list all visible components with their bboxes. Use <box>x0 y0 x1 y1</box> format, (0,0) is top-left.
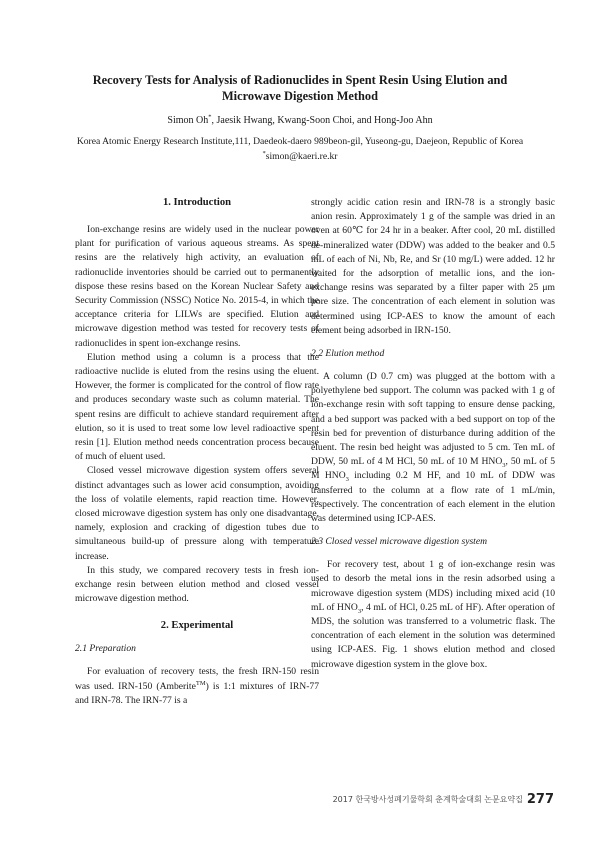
page-number: 277 <box>526 792 554 807</box>
author-list <box>40 114 560 127</box>
preparation-paragraph-continued: strongly acidic cation resin and IRN-78 is a strongly basic anion resin. Approximately 1 g of the sample was dried in an oven at 60℃ for 24 hr in a beaker. After cool, 20 mL distilled de-mineralized water (DDW) was added to the beaker and 0.5 mL of each of Ni, Nb, Re, and Sr (10 mg/L) were added. 12 hr waited for the adsorption of metallic ions, and the ion-exchange resins was separated by a filter paper with 25 μm pore size. The concentration of each element in solution was determined using ICP-AES to know the amount of each element being adsorbed in IRN-150. <box>311 197 555 336</box>
intro-paragraph-2: Elution method using a column is a process that the radioactive nuclide is eluted from the resins using the eluent. However, the former is complicated for the control of flow rate and produces secondary waste such as column material. The spent resins are difficult to achieve standard requirement after elution, so it is used to treat some low level radioactive spent resin [1]. Elution method needs concentration process because of much of eluent used. <box>75 351 319 463</box>
microwave-subscript: 3 <box>357 607 362 615</box>
corresponding-mark: * <box>208 113 212 121</box>
page-footer <box>333 792 554 807</box>
microwave-text-a: For recovery test, about 1 g of ion-exchange resin was used to desorb the metal ions in the resin adsorbed using a microwave digestion system (MDS) including mixed acid (10 mL of HNO <box>311 559 555 613</box>
co-authors: , Jaesik Hwang, Kwang-Soon Choi, and Hong-Joo Ahn <box>211 115 433 126</box>
paper-title <box>40 72 560 104</box>
intro-paragraph-4: In this study, we compared recovery tests in fresh ion-exchange resin between elution method and closed vessel microwave digestion method. <box>75 564 319 605</box>
trademark-mark: TM <box>195 679 206 687</box>
subsection-heading-preparation: 2.1 Preparation <box>75 643 136 655</box>
email-address: simon@kaeri.re.kr <box>265 151 338 162</box>
title-line-1: Recovery Tests for Analysis of Radionuclides in Spent Resin Using Elution and <box>92 73 508 87</box>
section-heading-experimental: 2. Experimental <box>160 620 234 632</box>
elution-subscript-1: 3 <box>502 462 506 470</box>
microwave-text-b: , 4 mL of HCl, 0.25 mL of HF). After operation of MDS, the solution was transferred to a volumetric flask. The concentration of each element in the solution was determined using ICP-AES. Fig. 1 shows elution method and closed microwave digestion system in the glove box. <box>311 601 555 670</box>
subsection-heading-microwave: 2.3 Closed vessel microwave digestion system <box>311 536 488 548</box>
preparation-text-b: ) is 1:1 mixtures of IRN-77 and IRN-78. The IRN-77 is a <box>75 680 319 706</box>
email-mark: * <box>262 149 266 157</box>
elution-subscript-2: 3 <box>345 476 349 484</box>
intro-paragraph-1: Ion-exchange resins are widely used in the nuclear power plant for purification of various aqueous streams. As spent resins are the relatively high activity, an evaluation of radionuclide inventories should be carried out to permanently dispose these resins based on the Korean Nuclear Safety and Security Commission (NSSC) Notice No. 2015-4, in which the acceptance criteria for LILWs are specified. Elution and microwave digestion method was tested for recovery tests of radionuclides in spent ion-exchange resins. <box>75 224 319 349</box>
intro-paragraph-3: Closed vessel microwave digestion system offers several distinct advantages such as lower acid consumption, avoiding the loss of volatile elements, rapid reaction time. However, closed microwave digestion system has only one disadvantage, namely, explosion and cracking of digestion tubes due to simultaneous build-up of pressure along with temperature increase. <box>75 465 319 562</box>
affiliation: Korea Atomic Energy Research Institute,111, Daedeok-daero 989beon-gil, Yuseong-gu, Daejeon, Republic of Korea <box>76 136 524 147</box>
elution-text-c: including 0.2 M HF, and 10 mL of DDW was transferred to the column at a flow rate of 1 mL/min, respectively. The concentration of each element in the elution was determined using ICP-AES. <box>311 470 555 525</box>
elution-text-a: A column (D 0.7 cm) was plugged at the bottom with a polyethylene bed support. The column was packed with 1 g of ion-exchange resin with soft tapping to ensure dense packing, and a bed support was packed with a bed support on top of the resin bed for prevention of disturbance during addition of the eluent. The resin bed height was adjusted to 5 cm. Ten mL of DDW, 50 mL of 4 M HCl, 50 mL of 10 M HNO <box>311 371 555 468</box>
conference-name: 2017 한국방사성폐기물학회 춘계학술대회 논문요약집 <box>332 795 523 804</box>
title-line-2: Microwave Digestion Method <box>221 89 378 103</box>
right-column <box>311 196 555 672</box>
subsection-heading-elution: 2.2 Elution method <box>311 348 385 360</box>
section-heading-introduction: 1. Introduction <box>162 197 232 208</box>
elution-paragraph <box>311 370 555 526</box>
left-column <box>75 196 319 708</box>
preparation-text-a: For evaluation of recovery tests, the fresh IRN-150 resin was used. IRN-150 (Amberite <box>75 666 319 692</box>
microwave-paragraph <box>311 558 555 672</box>
author-email <box>40 150 560 163</box>
preparation-paragraph <box>75 665 319 708</box>
elution-text-b: , 50 mL of 5 M HNO <box>311 456 555 482</box>
corresponding-author: Simon Oh <box>167 115 209 126</box>
